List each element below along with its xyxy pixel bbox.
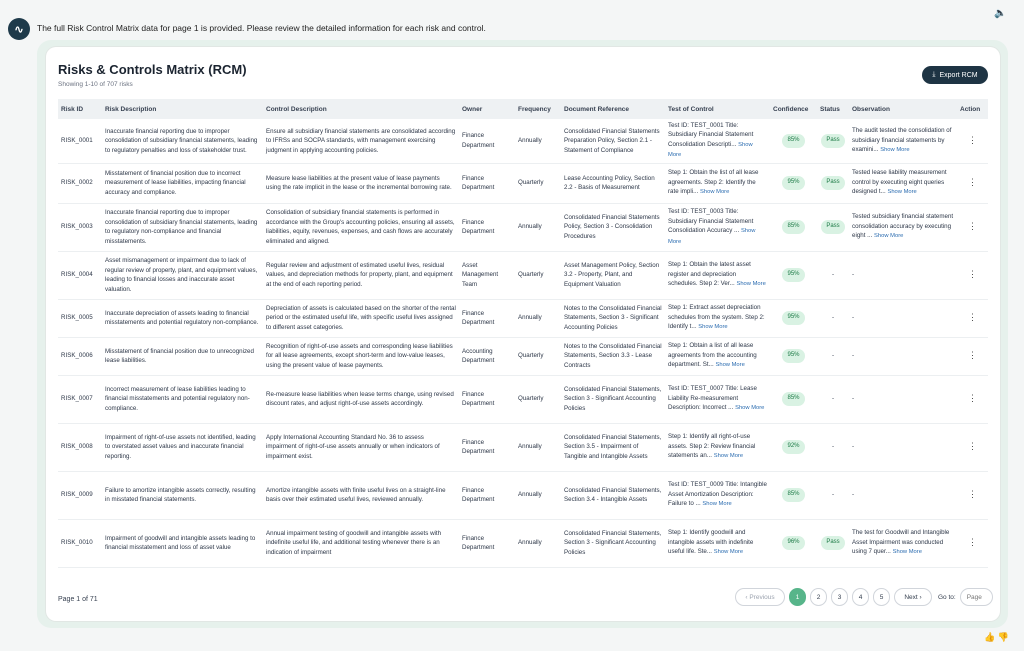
test-of-control-cell xyxy=(665,471,770,519)
show-more-link[interactable]: Show More xyxy=(713,549,744,556)
pagination xyxy=(735,588,993,606)
col-status[interactable]: Status xyxy=(820,105,840,113)
test-of-control: Step 1: Identify goodwill and intangible assets with indefinite useful life. Ste... xyxy=(668,529,754,556)
frequency: Quarterly xyxy=(515,375,561,423)
show-more-link[interactable]: Show More xyxy=(880,147,910,153)
document-reference: Consolidated Financial Statements, Section 3.5 - Impairment of Tangible and Intangible Assets xyxy=(561,423,665,471)
speaker-icon[interactable]: 🔈 xyxy=(994,8,1007,19)
risk-description: Misstatement of financial position due to incorrect measurement of lease liabilities, impacting financial accuracy and compliance. xyxy=(102,163,263,203)
status-cell xyxy=(817,203,849,251)
assistant-logo-icon: ∿ xyxy=(8,18,30,40)
control-description: Amortize intangible assets with finite useful lives on a straight-line basis over their estimated useful lives, reviewed annually. xyxy=(263,471,459,519)
goto-label: Go to: xyxy=(938,593,956,601)
test-of-control: Step 1: Obtain a list of all lease agreements from the accounting department. St... xyxy=(668,342,757,369)
table-row xyxy=(58,251,988,299)
col-observation[interactable]: Observation xyxy=(852,105,890,113)
observation: Tested subsidiary financial statement consolidation accuracy by executing eight ... xyxy=(852,213,954,240)
risk-id: RISK_0007 xyxy=(58,375,102,423)
control-description: Apply International Accounting Standard No. 36 to assess impairment of right-of-use assets annually or when indicators of impairment exist. xyxy=(263,423,459,471)
table-row xyxy=(58,163,988,203)
document-reference: Notes to the Consolidated Financial Statements, Section 3.3 - Lease Contracts xyxy=(561,337,665,375)
show-more-link[interactable]: Show More xyxy=(874,233,904,240)
observation: The test for Goodwill and Intangible Asset Impairment was conducted using 7 quer... xyxy=(852,529,950,556)
risk-id: RISK_0001 xyxy=(58,119,102,163)
table-row xyxy=(58,203,988,251)
col-control-description[interactable]: Control Description xyxy=(266,105,327,113)
observation-cell xyxy=(849,163,957,203)
risk-description: Failure to amortize intangible assets correctly, resulting in misstated financial statements. xyxy=(102,471,263,519)
col-action: Action xyxy=(960,105,981,113)
download-icon: ⤓ xyxy=(932,71,936,78)
risk-description: Impairment of goodwill and intangible assets leading to financial misstatement and loss of asset value xyxy=(102,519,263,567)
test-of-control: Test ID: TEST_0003 Title: Subsidiary Financial Statement Consolidation Accuracy ... xyxy=(668,208,754,234)
show-more-link[interactable]: Show More xyxy=(887,189,917,196)
risk-id: RISK_0010 xyxy=(58,519,102,567)
test-of-control: Test ID: TEST_0007 Title: Lease Liability Re-measurement Description: Incorrect ... xyxy=(668,385,757,412)
page-button-5[interactable]: 5 xyxy=(873,588,890,606)
owner: Finance Department xyxy=(459,423,515,471)
top-bar xyxy=(0,0,1024,40)
confidence-cell xyxy=(770,119,817,163)
table-row xyxy=(58,519,988,567)
table-row xyxy=(58,375,988,423)
status-cell xyxy=(817,163,849,203)
test-of-control-cell xyxy=(665,119,770,163)
observation-cell: - xyxy=(849,337,957,375)
col-confidence[interactable]: Confidence xyxy=(773,105,809,113)
confidence-badge: 95% xyxy=(782,268,804,282)
next-page-button[interactable]: Next › xyxy=(894,588,932,606)
test-of-control-cell xyxy=(665,423,770,471)
frequency: Annually xyxy=(515,119,561,163)
observation-cell: - xyxy=(849,375,957,423)
owner: Finance Department xyxy=(459,119,515,163)
observation: The audit tested the consolidation of subsidiary financial statements by examini... xyxy=(852,127,952,153)
page-title: Risks & Controls Matrix (RCM) xyxy=(58,62,247,77)
row-actions-icon[interactable]: ⋮ xyxy=(957,119,988,163)
table-row xyxy=(58,471,988,519)
control-description: Recognition of right-of-use assets and corresponding lease liabilities for all lease agreements, except short-term and low-value leases, using the present value of lease payments. xyxy=(263,337,459,375)
confidence-badge: 85% xyxy=(782,488,804,502)
risk-id: RISK_0008 xyxy=(58,423,102,471)
confidence-cell xyxy=(770,471,817,519)
document-reference: Consolidated Financial Statements Policy, Section 3 - Consolidation Procedures xyxy=(561,203,665,251)
control-description: Consolidation of subsidiary financial statements is performed in accordance with the Group's accounting policies, ensuring all assets, liabilities, equity, revenues, expenses, and cash flows are accurately eliminated and aligned. xyxy=(263,203,459,251)
results-count: Showing 1-10 of 707 risks xyxy=(58,81,133,88)
test-of-control: Step 1: Obtain the latest asset register and depreciation schedules. Step 2: Ver... xyxy=(668,261,751,288)
test-of-control-cell xyxy=(665,203,770,251)
confidence-cell xyxy=(770,163,817,203)
status-cell: - xyxy=(817,299,849,337)
frequency: Annually xyxy=(515,203,561,251)
row-actions-icon[interactable]: ⋮ xyxy=(957,163,988,203)
col-risk-description[interactable]: Risk Description xyxy=(105,105,157,113)
confidence-badge: 85% xyxy=(782,220,804,234)
document-reference: Lease Accounting Policy, Section 2.2 - Basis of Measurement xyxy=(561,163,665,203)
confidence-badge: 92% xyxy=(782,440,804,454)
document-reference: Asset Management Policy, Section 3.2 - Property, Plant, and Equipment Valuation xyxy=(561,251,665,299)
page-button-4[interactable]: 4 xyxy=(852,588,869,606)
confidence-cell xyxy=(770,519,817,567)
status-cell: - xyxy=(817,375,849,423)
status-badge: Pass xyxy=(821,220,844,234)
test-of-control: Test ID: TEST_0009 Title: Intangible Asset Amortization Description: Failure to ... xyxy=(668,481,767,508)
risk-id: RISK_0003 xyxy=(58,203,102,251)
risk-id: RISK_0004 xyxy=(58,251,102,299)
control-description: Re-measure lease liabilities when lease terms change, using revised discount rates, and adjust right-of-use assets accordingly. xyxy=(263,375,459,423)
table-row xyxy=(58,423,988,471)
confidence-badge: 95% xyxy=(782,349,804,363)
risk-description: Inaccurate depreciation of assets leading to financial misstatements and potential regulatory non-compliance. xyxy=(102,299,263,337)
frequency: Quarterly xyxy=(515,163,561,203)
export-label: Export RCM xyxy=(939,71,978,79)
show-more-link[interactable]: Show More xyxy=(715,362,745,369)
observation-cell: - xyxy=(849,423,957,471)
status-cell xyxy=(817,119,849,163)
status-cell: - xyxy=(817,471,849,519)
frequency: Quarterly xyxy=(515,251,561,299)
risk-id: RISK_0009 xyxy=(58,471,102,519)
confidence-cell xyxy=(770,299,817,337)
feedback-icons[interactable]: 👍 👎 xyxy=(984,632,1009,642)
test-of-control: Step 1: Obtain the list of all lease agreements. Step 2: Identify the rate impli... xyxy=(668,169,759,196)
row-actions-icon[interactable]: ⋮ xyxy=(957,337,988,375)
test-of-control-cell xyxy=(665,163,770,203)
owner: Finance Department xyxy=(459,163,515,203)
risk-id: RISK_0002 xyxy=(58,163,102,203)
risk-description: Asset mismanagement or impairment due to lack of regular review of property, plant, and equipment values, leading to financial losses and inaccurate asset valuation. xyxy=(102,251,263,299)
confidence-cell xyxy=(770,423,817,471)
show-more-link[interactable]: Show More xyxy=(698,324,728,331)
test-of-control-cell xyxy=(665,519,770,567)
col-document-reference[interactable]: Document Reference xyxy=(564,105,630,113)
row-actions-icon[interactable]: ⋮ xyxy=(957,375,988,423)
confidence-badge: 95% xyxy=(782,311,804,325)
owner: Asset Management Team xyxy=(459,251,515,299)
control-description: Measure lease liabilities at the present value of lease payments using the rate implicit in the lease or the incremental borrowing rate. xyxy=(263,163,459,203)
owner: Finance Department xyxy=(459,299,515,337)
risk-description: Inaccurate financial reporting due to improper consolidation of subsidiary financial statements, leading to regulatory penalties and loss of stakeholder trust. xyxy=(102,119,263,163)
col-test-of-control[interactable]: Test of Control xyxy=(668,105,714,113)
risk-id: RISK_0006 xyxy=(58,337,102,375)
status-badge: Pass xyxy=(821,176,844,190)
owner: Finance Department xyxy=(459,203,515,251)
observation-cell: - xyxy=(849,251,957,299)
confidence-cell xyxy=(770,337,817,375)
owner: Accounting Department xyxy=(459,337,515,375)
risk-description: Inaccurate financial reporting due to improper consolidation of subsidiary financial statements, leading to regulatory non-compliance and financial misstatements. xyxy=(102,203,263,251)
risk-description: Incorrect measurement of lease liabilities leading to financial misstatements and potential regulatory non-compliance. xyxy=(102,375,263,423)
document-reference: Consolidated Financial Statements Preparation Policy, Section 2.1 - Statement of Compliance xyxy=(561,119,665,163)
assistant-message: The full Risk Control Matrix data for page 1 is provided. Please review the detailed information for each risk and control. xyxy=(37,23,486,33)
confidence-cell xyxy=(770,203,817,251)
confidence-badge: 85% xyxy=(782,134,804,148)
observation-cell xyxy=(849,119,957,163)
control-description: Depreciation of assets is calculated based on the shorter of the rental period or the estimated useful life, with specific useful lives assigned to different asset categories. xyxy=(263,299,459,337)
control-description: Annual impairment testing of goodwill and intangible assets with indefinite useful life, and additional testing whenever there is an indication of impairment xyxy=(263,519,459,567)
confidence-cell xyxy=(770,251,817,299)
status-cell xyxy=(817,519,849,567)
page-info: Page 1 of 71 xyxy=(58,596,98,603)
page-button-3[interactable]: 3 xyxy=(831,588,848,606)
test-of-control-cell xyxy=(665,299,770,337)
show-more-link[interactable]: Show More xyxy=(700,189,730,196)
row-actions-icon[interactable]: ⋮ xyxy=(957,299,988,337)
row-actions-icon[interactable]: ⋮ xyxy=(957,471,988,519)
table-row xyxy=(58,337,988,375)
test-of-control-cell xyxy=(665,375,770,423)
show-more-link[interactable]: Show More xyxy=(892,549,922,556)
status-cell: - xyxy=(817,251,849,299)
frequency: Quarterly xyxy=(515,337,561,375)
show-more-link[interactable]: Show More xyxy=(668,141,753,159)
row-actions-icon[interactable]: ⋮ xyxy=(957,519,988,567)
show-more-link[interactable]: Show More xyxy=(702,501,732,508)
test-of-control: Step 1: Extract asset depreciation schedules from the system. Step 2: Identify t... xyxy=(668,304,765,331)
status-badge: Pass xyxy=(821,134,844,148)
observation-cell xyxy=(849,203,957,251)
rcm-table xyxy=(58,99,988,568)
test-of-control: Test ID: TEST_0001 Title: Subsidiary Financial Statement Consolidation Descripti... xyxy=(668,121,754,148)
show-more-link[interactable]: Show More xyxy=(668,228,756,245)
show-more-link[interactable]: Show More xyxy=(713,453,744,460)
status-badge: Pass xyxy=(821,536,844,550)
test-of-control-cell xyxy=(665,251,770,299)
owner: Finance Department xyxy=(459,519,515,567)
test-of-control: Step 1: Identify all right-of-use assets. Step 2: Review financial statements an... xyxy=(668,433,756,460)
risk-id: RISK_0005 xyxy=(58,299,102,337)
control-description: Ensure all subsidiary financial statements are consolidated according to IFRSs and SOCPA standards, with management exercising judgment in applying accounting policies. xyxy=(263,119,459,163)
document-reference: Notes to the Consolidated Financial Statements, Section 3 - Significant Accounting Policies xyxy=(561,299,665,337)
confidence-badge: 96% xyxy=(782,536,804,550)
row-actions-icon[interactable]: ⋮ xyxy=(957,203,988,251)
col-frequency[interactable]: Frequency xyxy=(518,105,551,113)
owner: Finance Department xyxy=(459,471,515,519)
page-button-1[interactable]: 1 xyxy=(789,588,806,606)
col-risk-id[interactable]: Risk ID xyxy=(61,105,84,113)
owner: Finance Department xyxy=(459,375,515,423)
status-cell: - xyxy=(817,423,849,471)
frequency: Annually xyxy=(515,471,561,519)
confidence-cell xyxy=(770,375,817,423)
frequency: Annually xyxy=(515,519,561,567)
observation-cell: - xyxy=(849,471,957,519)
rcm-card xyxy=(46,47,1000,621)
observation: Tested lease liability measurement control by executing eight queries designed t... xyxy=(852,169,947,196)
confidence-badge: 85% xyxy=(782,392,804,406)
row-actions-icon[interactable]: ⋮ xyxy=(957,423,988,471)
table-row xyxy=(58,299,988,337)
page-button-2[interactable]: 2 xyxy=(810,588,827,606)
previous-page-button[interactable]: ‹ Previous xyxy=(735,588,785,606)
confidence-badge: 95% xyxy=(782,176,804,190)
table-row xyxy=(58,119,988,163)
document-reference: Consolidated Financial Statements, Section 3.4 - Intangible Assets xyxy=(561,471,665,519)
observation-cell: - xyxy=(849,299,957,337)
show-more-link[interactable]: Show More xyxy=(735,405,765,412)
test-of-control-cell xyxy=(665,337,770,375)
show-more-link[interactable]: Show More xyxy=(736,281,766,288)
goto-page-input[interactable] xyxy=(960,588,993,606)
observation-cell xyxy=(849,519,957,567)
risk-description: Impairment of right-of-use assets not identified, leading to overstated asset values and inaccurate financial reporting. xyxy=(102,423,263,471)
row-actions-icon[interactable]: ⋮ xyxy=(957,251,988,299)
status-cell: - xyxy=(817,337,849,375)
document-reference: Consolidated Financial Statements, Section 3 - Significant Accounting Policies xyxy=(561,375,665,423)
risk-description: Misstatement of financial position due to unrecognized lease liabilities. xyxy=(102,337,263,375)
document-reference: Consolidated Financial Statements, Section 3 - Significant Accounting Policies xyxy=(561,519,665,567)
frequency: Annually xyxy=(515,299,561,337)
frequency: Annually xyxy=(515,423,561,471)
col-owner[interactable]: Owner xyxy=(462,105,483,113)
table-header-row xyxy=(58,99,988,119)
control-description: Regular review and adjustment of estimated useful lives, residual values, and depreciation methods for property, plant, and equipment at the end of each reporting period. xyxy=(263,251,459,299)
export-rcm-button[interactable] xyxy=(922,66,988,84)
